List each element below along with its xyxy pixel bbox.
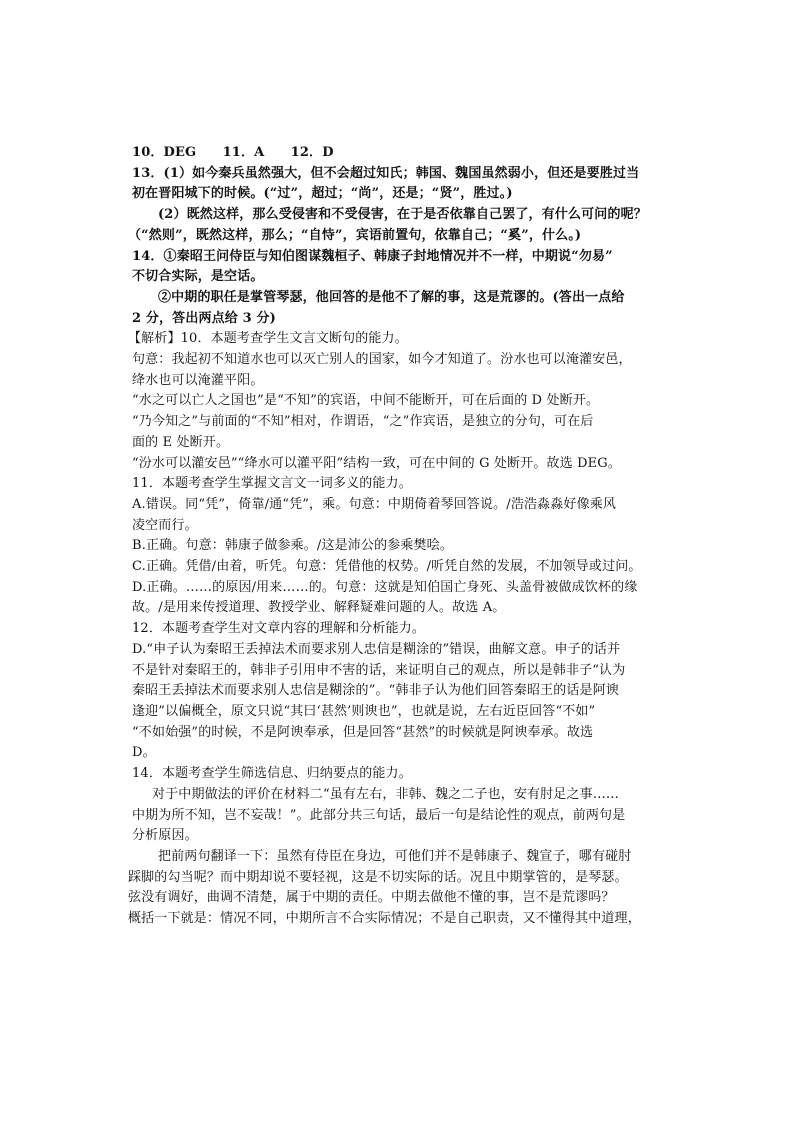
text-line: D.正确。……的原因/用来……的。句意：这就是知伯国亡身死、头盖骨被做成饮杯的缘 xyxy=(132,579,638,595)
text-line: “汾水可以灌安邑”“绛水可以灌平阳”结构一致，可在中间的 G 处断开。故选 DEG。 xyxy=(132,455,621,471)
text-line: 13．(1）如今秦兵虽然强大，但不会超过知氏；韩国、魏国虽然弱小，但还是要胜过当 xyxy=(132,165,640,181)
text-line: 弦没有调好，曲调不清楚，属于中期的责任。中期去做他不懂的事，岂不是荒谬吗？ xyxy=(128,890,615,906)
text-line: “不如始强”的时候，不是阿谀奉承，但是回答“甚然”的时候就是阿谀奉承。故选 xyxy=(132,724,594,740)
text-line: 句意：我起初不知道水也可以灭亡别人的国家，如今才知道了。汾水也可以淹灌安邑， xyxy=(132,352,632,368)
text-line: 绛水也可以淹灌平阳。 xyxy=(132,372,264,388)
text-line: 11．本题考查学生掌握文言文一词多义的能力。 xyxy=(132,476,412,492)
text-line: 不是针对秦昭王的，韩非子引用申不害的话，来证明自己的观点，所以是韩非子“认为 xyxy=(132,662,626,678)
text-line: 12．本题考查学生对文章内容的理解和分析能力。 xyxy=(132,621,425,637)
text-line: 凌空而行。 xyxy=(132,517,198,533)
text-line: B.正确。句意：韩康子做参乘。/这是沛公的参乘樊哙。 xyxy=(132,538,453,554)
text-line: 初在晋阳城下的时候。(“过”，超过；“尚”，还是；“贤”，胜过。) xyxy=(132,186,513,202)
text-line: 分析原因。 xyxy=(132,828,198,844)
text-line: 踩脚的勾当呢？而中期却说不要轻视，这是不切实际的话。况且中期掌管的，是琴瑟。 xyxy=(128,869,628,885)
text-line: 面的 E 处断开。 xyxy=(132,434,230,450)
text-line: 中期为所不知，岂不妄哉！”。此部分共三句话，最后一句是结论性的观点，前两句是 xyxy=(132,807,626,823)
text-line: D.“申子认为秦昭王丢掉法术而要求别人忠信是糊涂的”错误，曲解文意。申子的话并 xyxy=(132,641,621,657)
text-line: 10．DEG 11．A 12．D xyxy=(132,145,334,160)
text-line: （“然则”，既然这样，那么；“自恃”，宾语前置句，依靠自己；“奚”，什么。) xyxy=(128,227,582,243)
text-line: (2）既然这样，那么受侵害和不受侵害，在于是否依靠自己罢了，有什么可问的呢？ xyxy=(158,207,647,223)
text-line: 秦昭王丢掉法术而要求别人忠信是糊涂的”。“韩非子认为他们回答秦昭王的话是阿谀 xyxy=(132,683,619,699)
text-line: 14．①秦昭王问侍臣与知伯图谋魏桓子、韩康子封地情况并不一样，中期说“勿易” xyxy=(132,248,613,264)
text-line: 对于中期做法的评价在材料二“虽有左右，非韩、魏之二子也，安有肘足之事…… xyxy=(152,786,620,802)
text-line: 2 分，答出两点给 3 分) xyxy=(132,310,276,326)
text-line: 逢迎”以偏概全，原文只说“其曰‘甚然’则谀也”，也就是说，左右近臣回答“不如” xyxy=(132,703,596,719)
text-line: 不切合实际，是空话。 xyxy=(132,269,264,285)
text-line: ②中期的职任是掌管琴瑟，他回答的是他不了解的事，这是荒谬的。(答出一点给 xyxy=(158,289,625,305)
text-line: 故。/是用来传授道理、教授学业、解释疑难问题的人。故选 A。 xyxy=(132,600,506,616)
answer-document xyxy=(128,143,667,930)
text-line: A.错误。同“凭”，倚靠/通“凭”，乘。句意：中期倚着琴回答说。/浩浩淼淼好像乘风 xyxy=(132,496,617,512)
text-line: 【解析】10．本题考查学生文言文断句的能力。 xyxy=(128,331,408,347)
text-line: 14．本题考查学生筛选信息、归纳要点的能力。 xyxy=(132,766,412,782)
text-line: 概括一下就是：情况不同，中期所言不合实际情况；不是自己职责，又不懂得其中道理， xyxy=(128,911,641,927)
text-line: D。 xyxy=(132,745,156,761)
text-line: “水之可以亡人之国也”是“不知”的宾语，中间不能断开，可在后面的 D 处断开。 xyxy=(132,393,600,409)
text-line: 把前两句翻译一下：虽然有侍臣在身边，可他们并不是韩康子、魏宣子，哪有碰肘 xyxy=(158,848,632,864)
text-line: “乃今知之”与前面的“不知”相对，作谓语，“之”作宾语，是独立的分句，可在后 xyxy=(132,414,594,430)
text-line: C.正确。凭借/由着，听凭。句意：凭借他的权势。/听凭自然的发展，不加领导或过问。 xyxy=(132,559,642,575)
